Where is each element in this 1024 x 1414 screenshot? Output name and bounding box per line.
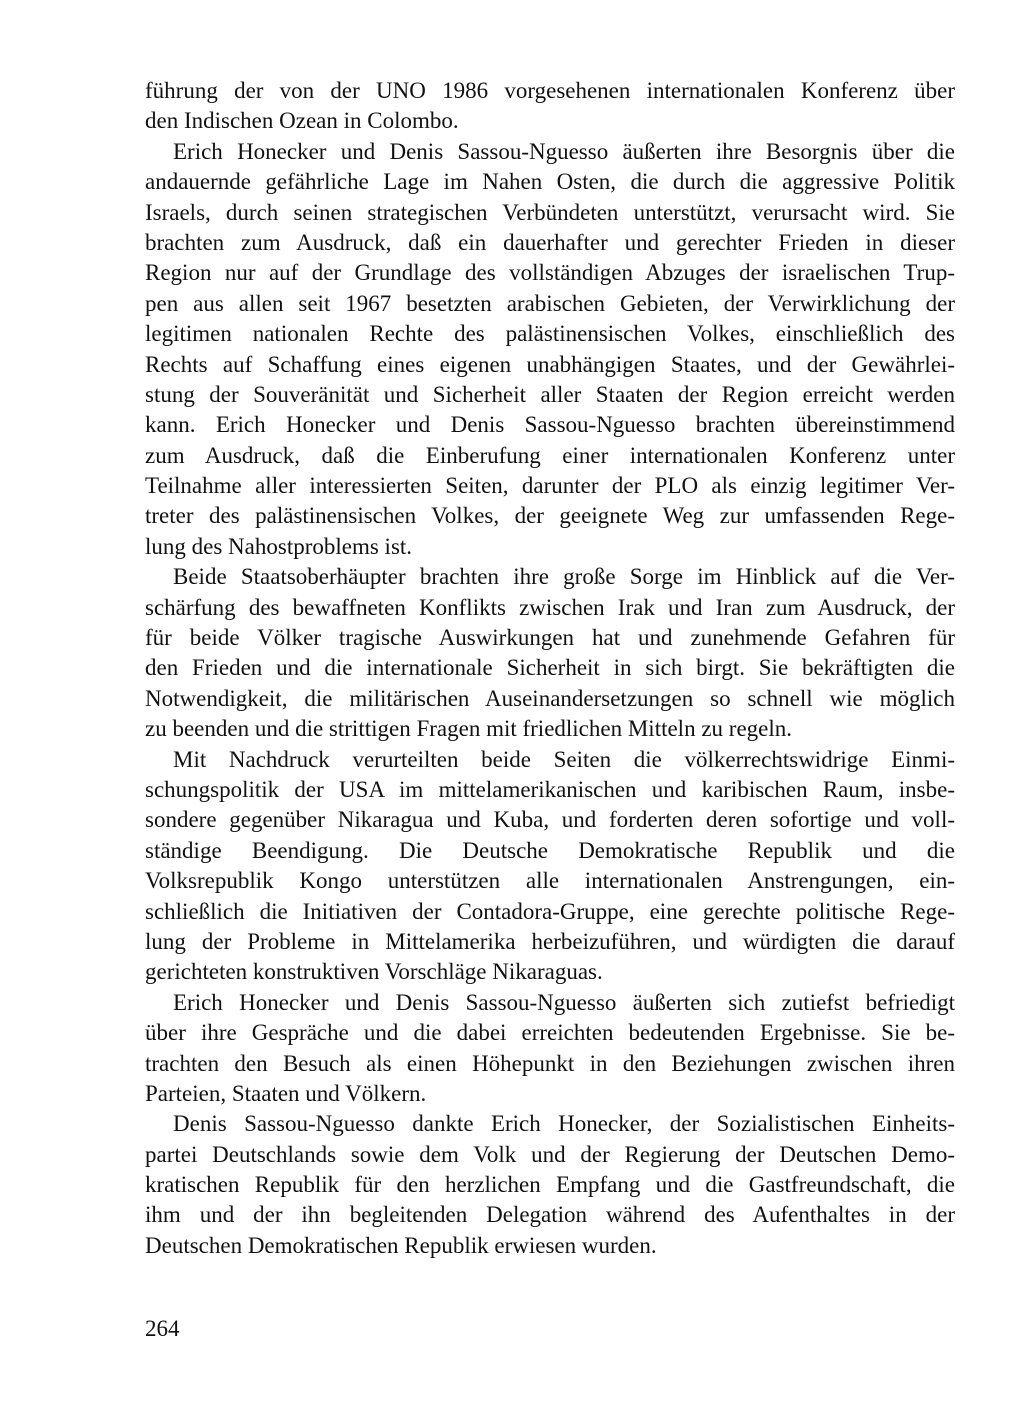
page-body <box>145 76 955 1261</box>
text-line: Mit Nachdruck verurteilten beide Seiten die völkerrechtswidrige Einmi- <box>173 746 955 772</box>
paragraph <box>145 1109 955 1261</box>
text-line: Parteien, Staaten und Völkern. <box>145 1080 427 1106</box>
text-line: zum Ausdruck, daß die Einberufung einer internationalen Konferenz unter <box>145 442 955 468</box>
text-line: treter des palästinensischen Volkes, der geeignete Weg zur umfassenden Rege- <box>145 503 955 529</box>
text-line: Erich Honecker und Denis Sassou-Nguesso äußerten ihre Besorgnis über die <box>173 138 955 164</box>
paragraph <box>145 76 955 137</box>
text-line: für beide Völker tragische Auswirkungen hat und zunehmende Gefahren für <box>145 625 955 651</box>
text-line: gerichteten konstruktiven Vorschläge Nikaraguas. <box>145 959 603 985</box>
text-line: zu beenden und die strittigen Fragen mit friedlichen Mitteln zu regeln. <box>145 716 792 742</box>
text-line: Region nur auf der Grundlage des vollständigen Abzuges der israelischen Trup- <box>145 260 955 286</box>
text-line: den Frieden und die internationale Sicherheit in sich birgt. Sie bekräftigten die <box>145 655 955 681</box>
text-line: trachten den Besuch als einen Höhepunkt in den Beziehungen zwischen ihren <box>145 1050 955 1076</box>
text-line: Volksrepublik Kongo unterstützen alle internationalen Anstrengungen, ein- <box>145 868 955 894</box>
page-number: 264 <box>145 1316 180 1341</box>
text-line: lung des Nahostproblems ist. <box>145 533 413 559</box>
text-line: Israels, durch seinen strategischen Verbündeten unterstützt, verursacht wird. Sie <box>145 199 955 225</box>
text-line: schließlich die Initiativen der Contadora-Gruppe, eine gerechte politische Rege- <box>145 898 955 924</box>
paragraph <box>145 988 955 1110</box>
text-line: ihm und der ihn begleitenden Delegation während des Aufenthaltes in der <box>145 1202 955 1228</box>
text-line: ständige Beendigung. Die Deutsche Demokratische Republik und die <box>145 837 955 863</box>
text-line: Teilnahme aller interessierten Seiten, darunter der PLO als einzig legitimer Ver- <box>145 473 955 499</box>
text-line: Notwendigkeit, die militärischen Auseinandersetzungen so schnell wie möglich <box>145 685 955 711</box>
paragraph <box>145 562 955 744</box>
text-line: stung der Souveränität und Sicherheit aller Staaten der Region erreicht werden <box>145 381 955 407</box>
text-line: kratischen Republik für den herzlichen Empfang und die Gastfreundschaft, die <box>145 1172 955 1198</box>
text-line: andauernde gefährliche Lage im Nahen Osten, die durch die aggressive Politik <box>145 169 955 195</box>
text-line: den Indischen Ozean in Colombo. <box>145 108 459 134</box>
text-line: pen aus allen seit 1967 besetzten arabischen Gebieten, der Verwirklichung der <box>145 290 955 316</box>
text-line: legitimen nationalen Rechte des palästinensischen Volkes, einschließlich des <box>145 321 955 347</box>
text-line: kann. Erich Honecker und Denis Sassou-Nguesso brachten übereinstimmend <box>145 412 955 438</box>
text-line: Denis Sassou-Nguesso dankte Erich Honecker, der Sozialistischen Einheits- <box>173 1111 955 1137</box>
text-line: partei Deutschlands sowie dem Volk und der Regierung der Deutschen Demo- <box>145 1141 955 1167</box>
text-line: schungspolitik der USA im mittelamerikanischen und karibischen Raum, insbe- <box>145 776 955 802</box>
text-line: lung der Probleme in Mittelamerika herbeizuführen, und würdigten die darauf <box>145 928 955 954</box>
text-line: brachten zum Ausdruck, daß ein dauerhafter und gerechter Frieden in dieser <box>145 229 955 255</box>
text-line: schärfung des bewaffneten Konflikts zwischen Irak und Iran zum Ausdruck, der <box>145 594 955 620</box>
text-line: über ihre Gespräche und die dabei erreichten bedeutenden Ergebnisse. Sie be- <box>145 1020 955 1046</box>
text-column <box>145 76 955 1261</box>
text-line: Beide Staatsoberhäupter brachten ihre große Sorge im Hinblick auf die Ver- <box>173 564 955 590</box>
text-line: Deutschen Demokratischen Republik erwiesen wurden. <box>145 1232 657 1258</box>
paragraph <box>145 137 955 562</box>
paragraph <box>145 745 955 988</box>
text-line: Erich Honecker und Denis Sassou-Nguesso äußerten sich zutiefst befriedigt <box>173 989 955 1015</box>
text-line: sondere gegenüber Nikaragua und Kuba, und forderten deren sofortige und voll- <box>145 807 955 833</box>
text-line: Rechts auf Schaffung eines eigenen unabhängigen Staates, und der Gewährlei- <box>145 351 955 377</box>
text-line: führung der von der UNO 1986 vorgesehenen internationalen Konferenz über <box>145 78 955 103</box>
